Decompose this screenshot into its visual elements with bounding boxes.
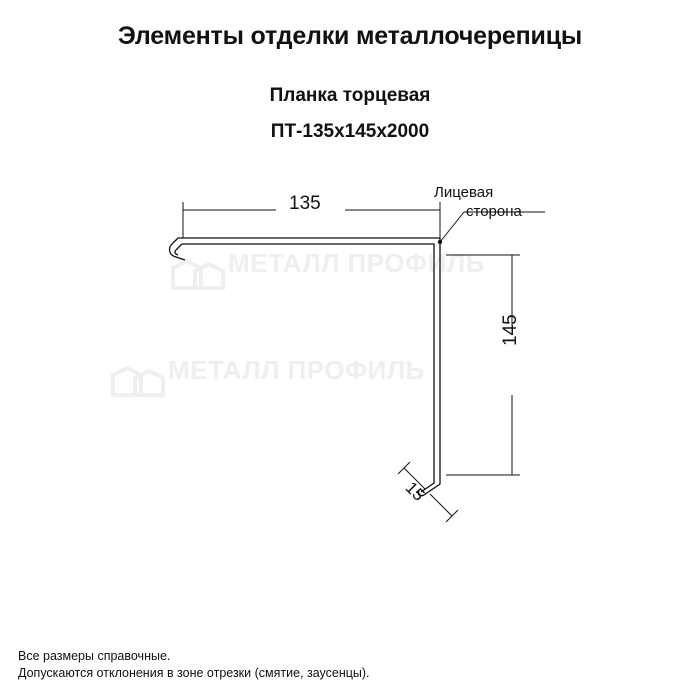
product-name: Планка торцевая bbox=[269, 85, 431, 106]
footer-note-2: Допускаются отклонения в зоне отрезки (смятие, заусенцы). bbox=[18, 666, 370, 680]
footer-notes bbox=[18, 648, 370, 682]
page-title: Элементы отделки металлочерепицы bbox=[117, 22, 583, 50]
dimension-right-label: 145 bbox=[500, 314, 521, 346]
watermark-text-1: МЕТАЛЛ ПРОФИЛЬ bbox=[228, 248, 485, 278]
callout-label-line1: Лицевая bbox=[434, 184, 494, 201]
dimension-top-label: 135 bbox=[289, 193, 321, 214]
product-code: ПТ-135х145х2000 bbox=[270, 121, 430, 142]
dimension-right bbox=[446, 255, 520, 475]
footer-note-1: Все размеры справочные. bbox=[18, 649, 171, 663]
dimension-bottom-label: 15 bbox=[401, 478, 429, 505]
technical-drawing bbox=[0, 150, 700, 570]
profile-outline bbox=[170, 238, 440, 496]
watermark-text-2: МЕТАЛЛ ПРОФИЛЬ bbox=[168, 355, 425, 385]
callout-anchor-dot bbox=[438, 240, 442, 244]
callout-label-line2: сторона bbox=[466, 203, 522, 220]
